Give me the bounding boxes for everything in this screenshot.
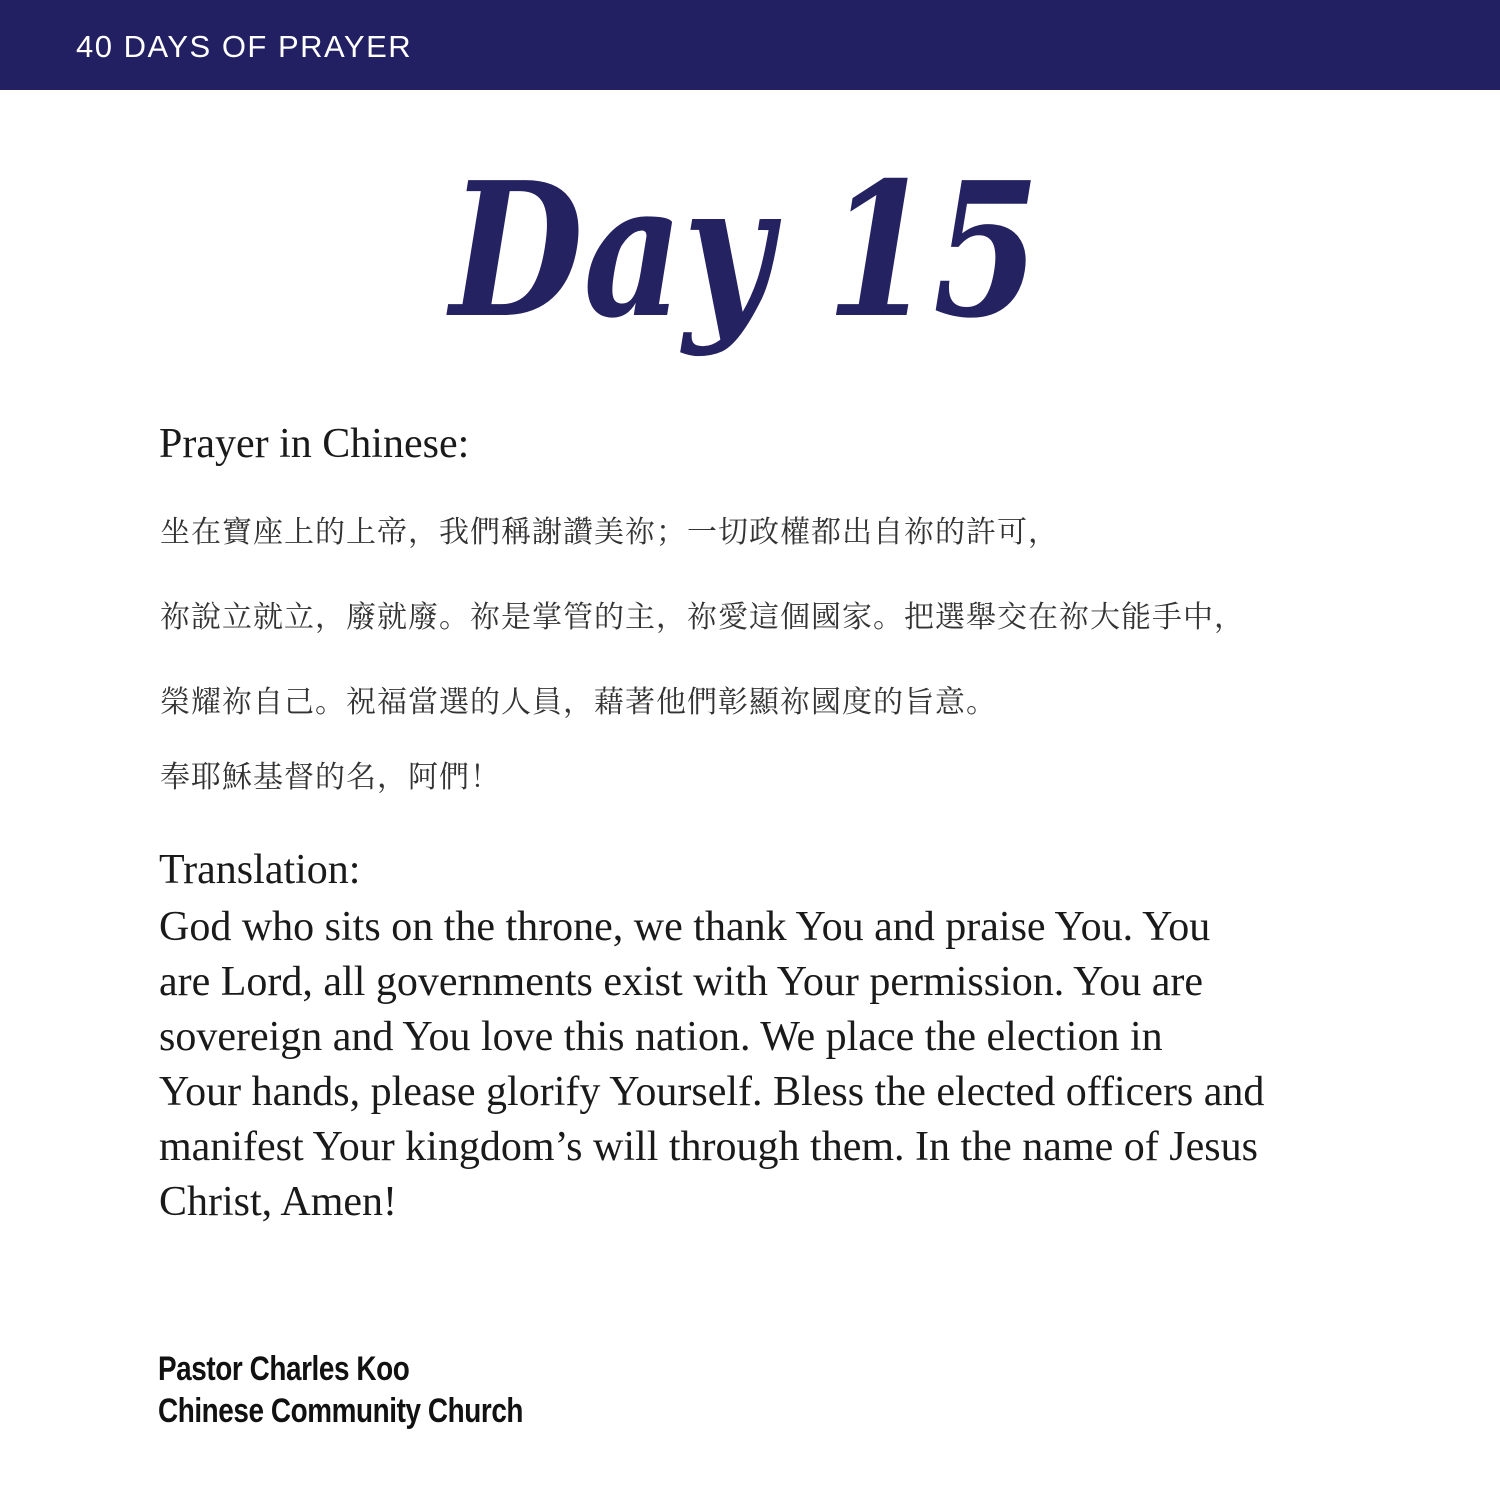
translation-line: God who sits on the throne, we thank You and praise You. You [159,904,1211,950]
chinese-prayer-line: 榮耀祢自己。祝福當選的人員，藉著他們彰顯祢國度的旨意。 [160,685,997,720]
series-title: 40 DAYS OF PRAYER [76,29,413,64]
translation-paragraph [159,900,1379,1230]
author-church: Chinese Community Church [158,1392,524,1430]
chinese-prayer-line: 祢說立就立，廢就廢。祢是掌管的主，祢愛這個國家。把選舉交在祢大能手中， [160,600,1245,635]
translation-label: Translation: [159,847,361,893]
author-name: Pastor Charles Koo [158,1350,410,1388]
day-heading-text: Day 15 [445,141,1041,359]
translation-line: are Lord, all governments exist with Your permission. You are [159,959,1204,1005]
translation-line: manifest Your kingdom’s will through them. In the name of Jesus [159,1124,1258,1170]
translation-line: Your hands, please glorify Yourself. Bless the elected officers and [159,1069,1265,1115]
author-signature [158,1348,523,1432]
header-bar [0,0,1500,90]
chinese-prayer-line: 奉耶穌基督的名，阿們！ [160,760,501,795]
day-heading-script [440,140,1060,390]
translation-line: Christ, Amen! [159,1179,397,1225]
chinese-prayer-line: 坐在寶座上的上帝，我們稱謝讚美祢；一切政權都出自祢的許可， [160,515,1059,550]
chinese-prayer-label: Prayer in Chinese: [159,421,470,467]
day-heading [440,140,1060,390]
translation-line: sovereign and You love this nation. We place the election in [159,1014,1163,1060]
